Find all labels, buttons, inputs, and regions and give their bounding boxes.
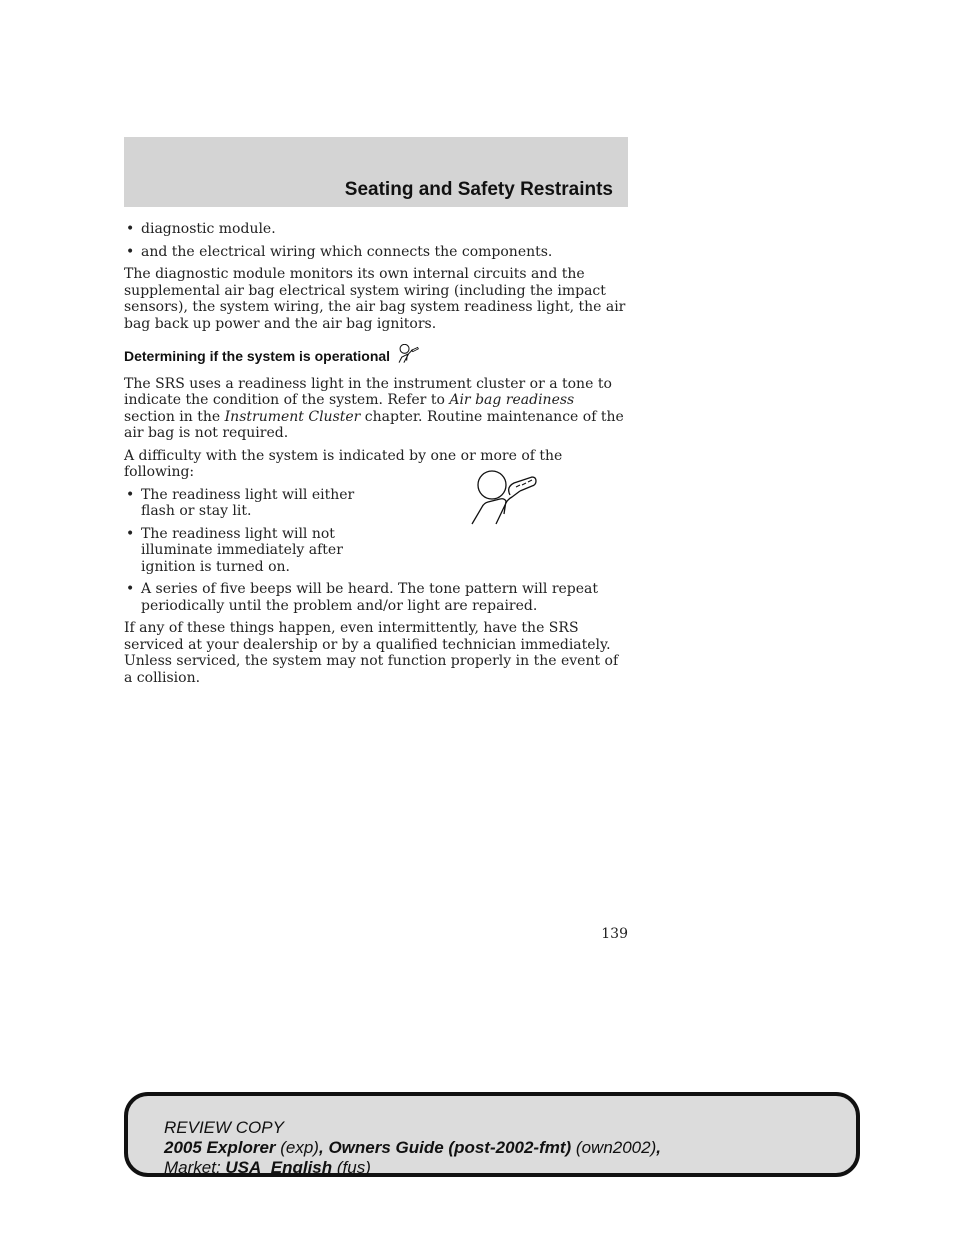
page-number: 139 bbox=[601, 926, 628, 942]
paragraph-service: If any of these things happen, even intermittently, have the SRS serviced at your dealership or by a qualified technician immediately. Unless serviced, the system may not function properly in the event of a collision. bbox=[124, 620, 619, 686]
list-item-text: diagnostic module. bbox=[141, 221, 276, 237]
footer-document-line: 2005 Explorer (exp), Owners Guide (post-2002-fmt) (own2002), bbox=[164, 1138, 661, 1157]
bullet-marker: • bbox=[126, 243, 135, 260]
list-item bbox=[124, 581, 628, 614]
section-title: Seating and Safety Restraints bbox=[344, 179, 613, 200]
airbag-warning-icon bbox=[396, 344, 420, 368]
reference-air-bag-readiness: Air bag readiness bbox=[449, 392, 575, 408]
list-item bbox=[124, 244, 628, 261]
subsection-heading-text: Determining if the system is operational bbox=[124, 347, 391, 364]
list-item bbox=[124, 221, 628, 238]
footer-text bbox=[164, 1118, 661, 1178]
subsection-heading bbox=[124, 344, 628, 368]
list-item-text: and the electrical wiring which connects the components. bbox=[141, 243, 553, 260]
bullet-marker: • bbox=[126, 486, 135, 503]
paragraph-difficulty: A difficulty with the system is indicated by one or more of the following: bbox=[124, 447, 563, 480]
bullet-marker: • bbox=[126, 581, 135, 597]
reference-instrument-cluster: Instrument Cluster bbox=[224, 408, 361, 425]
list-item-text: A series of five beeps will be heard. The tone pattern will repeat periodically until the problem and/or light are repaired. bbox=[141, 581, 599, 614]
bullet-marker: • bbox=[126, 221, 135, 237]
paragraph-diagnostic: The diagnostic module monitors its own internal circuits and the supplemental air bag electrical system wiring (including the impact sensors), the system wiring, the air bag system readiness light, the air bag back up power and the air bag ignitors. bbox=[124, 266, 626, 332]
list-item-text: The readiness light will either flash or stay lit. bbox=[141, 486, 355, 519]
airbag-warning-icon bbox=[470, 469, 538, 532]
list-item bbox=[124, 526, 373, 576]
list-item bbox=[124, 487, 373, 520]
paragraph-srs: The SRS uses a readiness light in the instrument cluster or a tone to indicate the condition of the system. Refer to Air bag readiness section in the Instrument Cluster chapter. Routine maintenance of the air bag is not required. bbox=[124, 375, 624, 441]
footer-market-line: Market: USA_English (fus) bbox=[164, 1158, 371, 1177]
body-content bbox=[124, 221, 628, 692]
review-copy-footer bbox=[124, 1092, 860, 1177]
list-item-text: The readiness light will not illuminate immediately after ignition is turned on. bbox=[141, 525, 343, 575]
review-copy-label: REVIEW COPY bbox=[164, 1118, 284, 1137]
section-header bbox=[124, 137, 628, 207]
bullet-marker: • bbox=[126, 525, 135, 542]
